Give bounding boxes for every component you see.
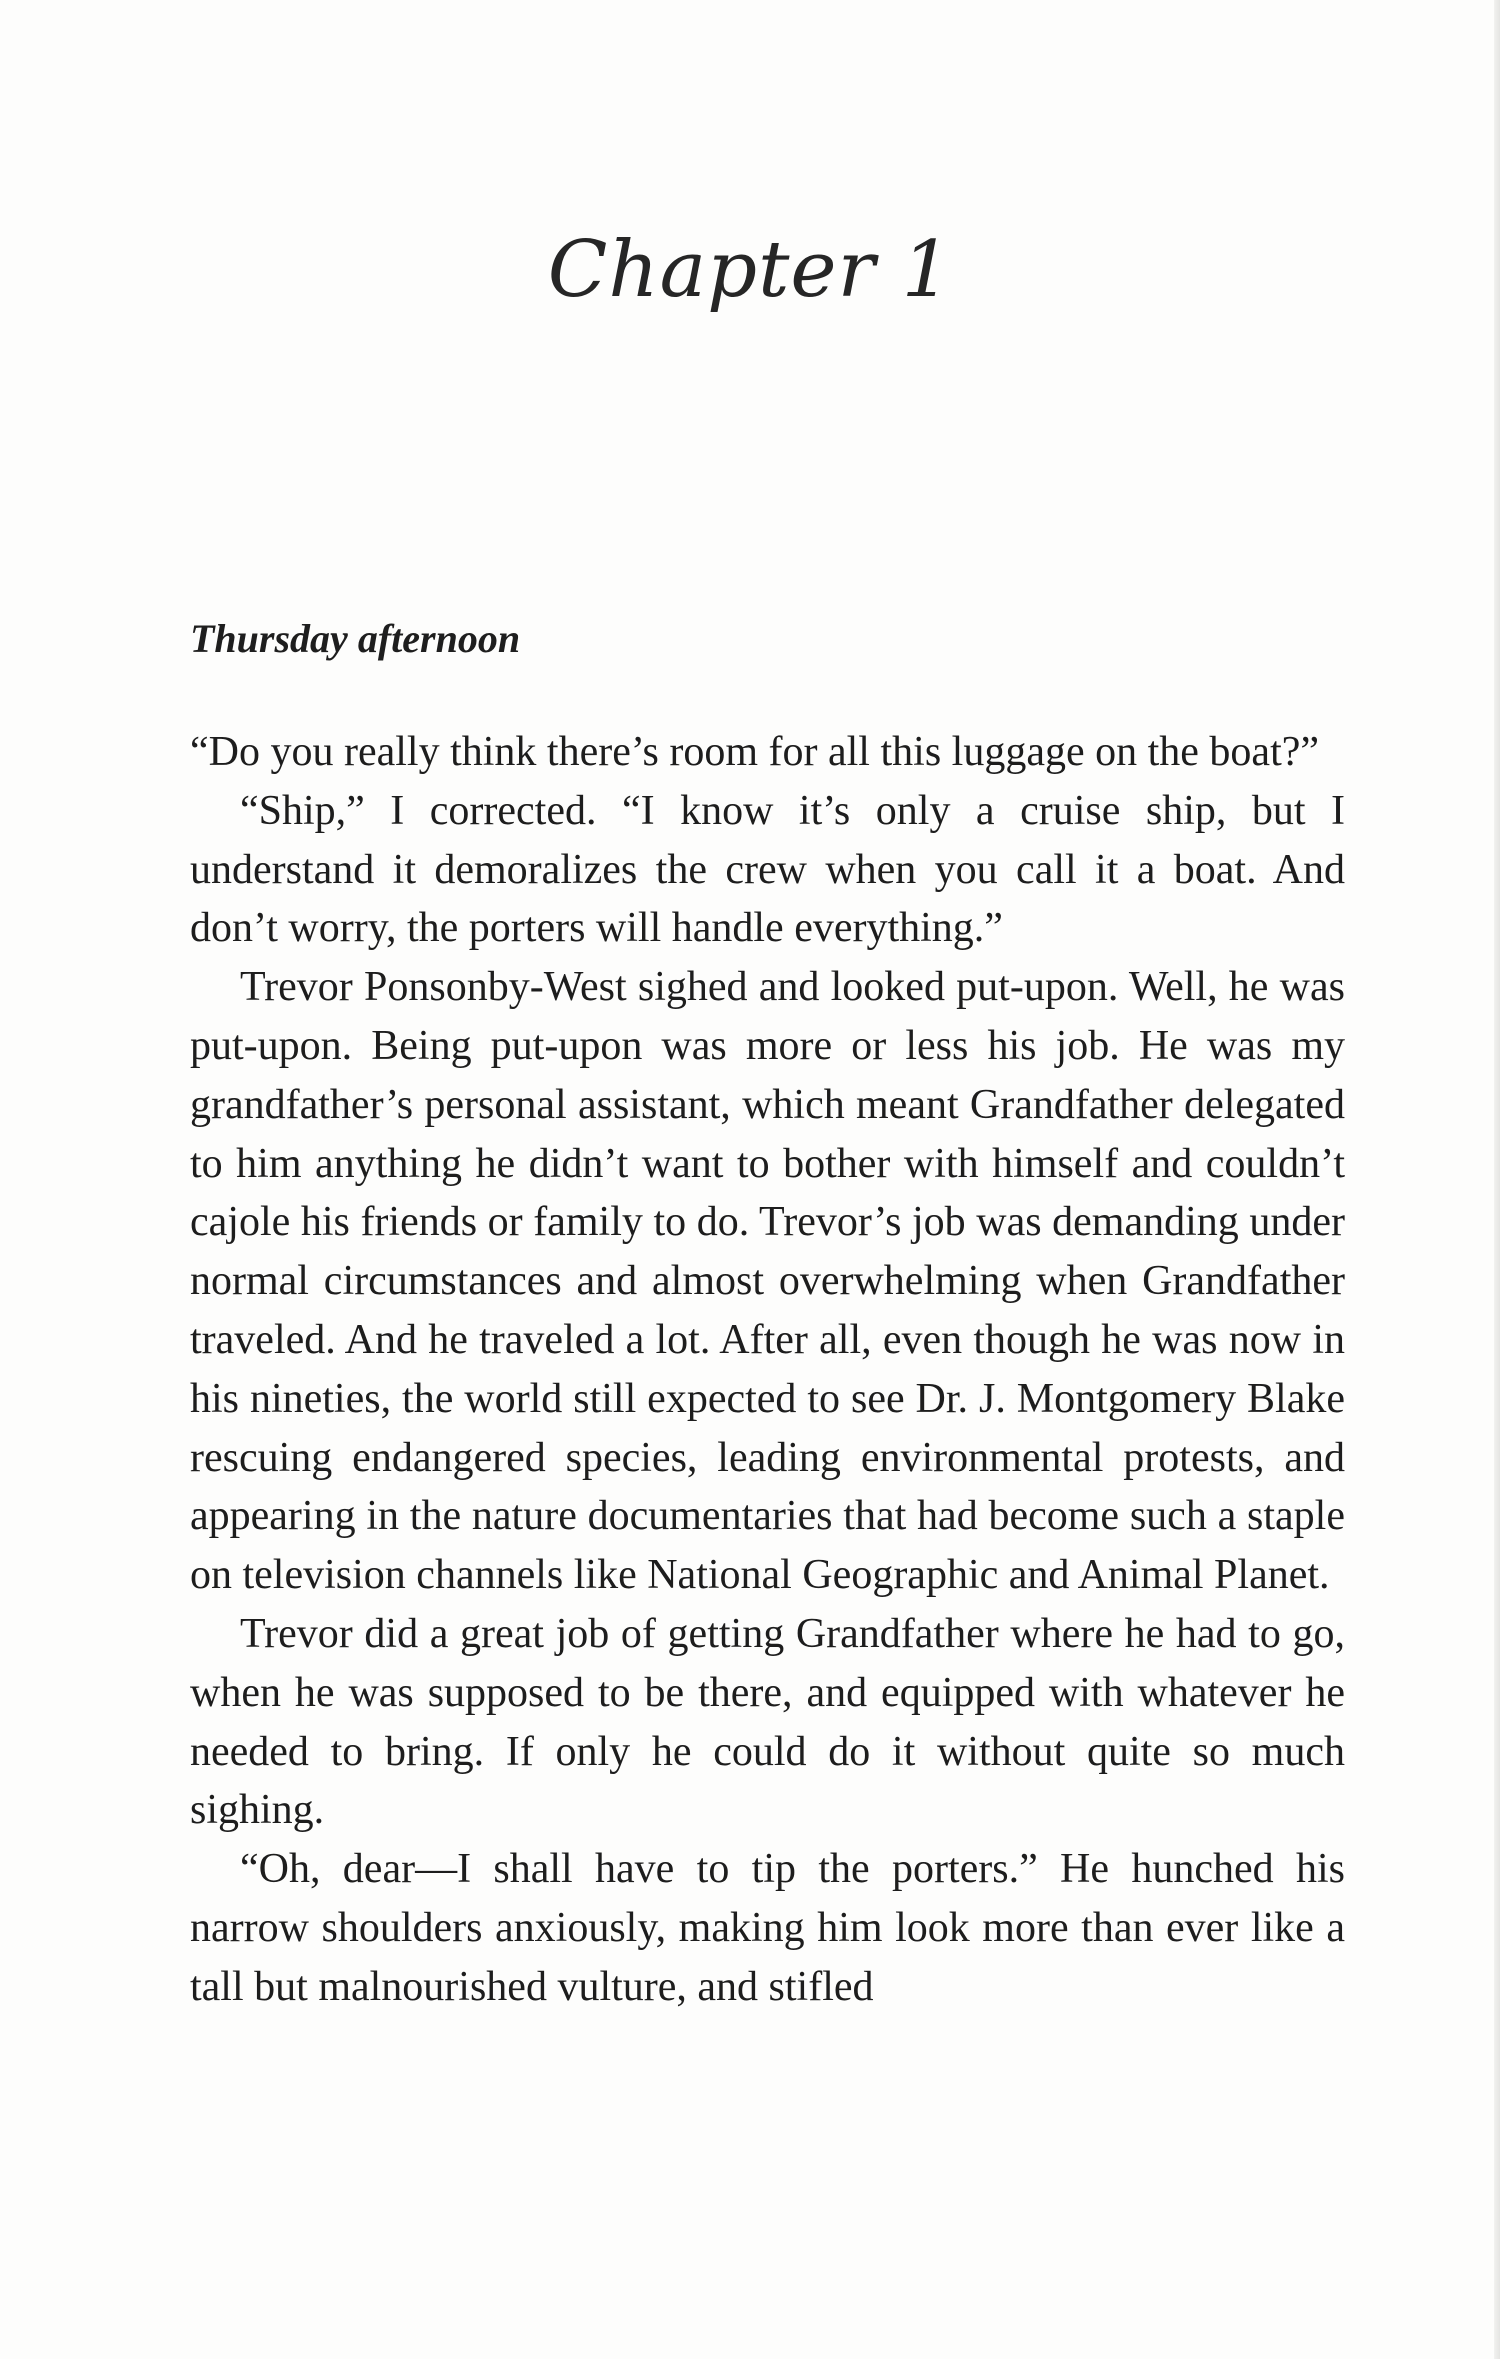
paragraph: “Oh, dear—I shall have to tip the porters.” He hunched his narrow shoulders anxiously, making him look more than ever like a tall but malnourished vulture, and stifled	[190, 1846, 1345, 2010]
paragraph: Trevor did a great job of getting Grandfather where he had to go, when he was supposed to be there, and equipped with whatever he needed to bring. If only he could do it without quite so much sighing.	[190, 1610, 1345, 1834]
section-label: Thursday afternoon	[190, 616, 521, 661]
paragraph: “Do you really think there’s room for all this luggage on the boat?”	[190, 729, 1320, 775]
chapter-heading: Chapter 1	[547, 225, 953, 315]
paragraph: “Ship,” I corrected. “I know it’s only a cruise ship, but I understand it demoralizes the crew when you call it a boat. And don’t worry, the porters will handle everything.”	[190, 787, 1345, 952]
body-text	[190, 723, 1345, 2017]
page-edge-shadow	[1494, 0, 1500, 2359]
paragraph: Trevor Ponsonby-West sighed and looked put-upon. Well, he was put-upon. Being put-upon was more or less his job. He was my grandfather’s personal assistant, which meant Grandfather delegated to him anything he didn’t want to bother with himself and couldn’t cajole his friends or family to do. Trevor’s job was demanding under normal circumstances and almost overwhelming when Grandfather traveled. And he traveled a lot. After all, even though he was now in his nineties, the world still expected to see Dr. J. Montgomery Blake rescuing endangered species, leading environmental protests, and appearing in the nature documentaries that had become such a staple on television channels like National Geographic and Animal Planet.	[190, 964, 1345, 1599]
